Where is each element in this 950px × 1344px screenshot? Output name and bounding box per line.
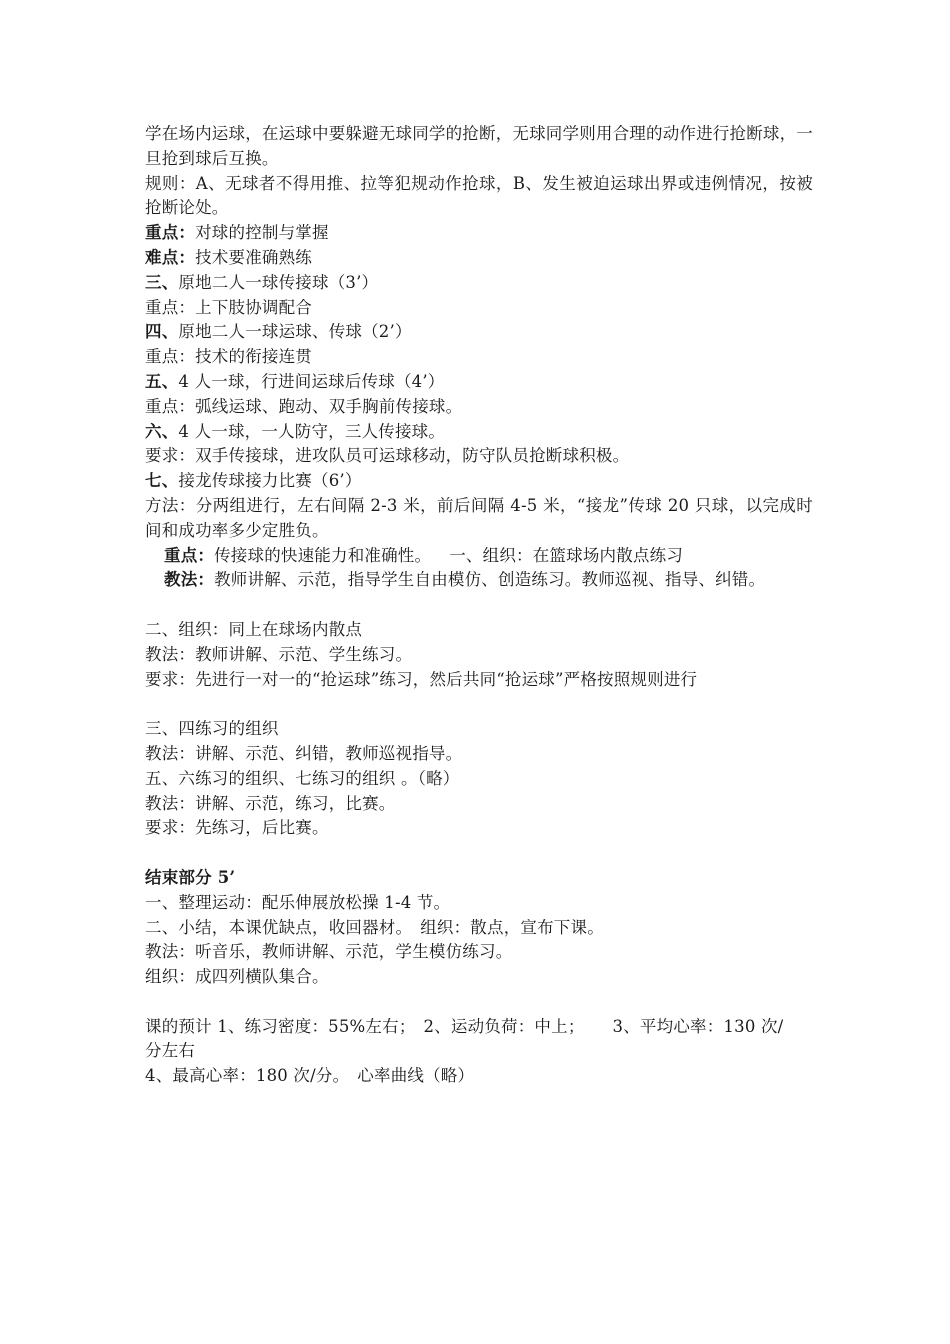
organization-1: 一、组织：在篮球场内散点练习 xyxy=(449,545,684,565)
ending-item-2-summary: 二、小结，本课优缺点，收回器材。 xyxy=(145,917,413,937)
section-4-number: 四、 xyxy=(145,322,179,342)
section-6-title: 4 人一球，一人防守，三人传接球。 xyxy=(178,421,446,441)
ending-item-2-organization: 组织：散点，宣布下课。 xyxy=(420,917,604,937)
teaching-method-text: 教师讲解、示范，指导学生自由模仿、创造练习。教师巡视、指导、纠错。 xyxy=(214,570,766,590)
section-5-number: 五、 xyxy=(145,371,179,391)
ending-organization: 组织：成四列横队集合。 xyxy=(145,967,329,987)
section-7-focus-text: 传接球的快速能力和准确性。 xyxy=(214,545,432,565)
teaching-method-label: 教法： xyxy=(164,570,215,590)
ending-item-2 xyxy=(145,916,813,941)
ending-teaching: 教法：听音乐，教师讲解、示范，学生模仿练习。 xyxy=(145,942,513,962)
organization-567-requirement: 要求：先练习，后比赛。 xyxy=(145,818,329,838)
organization-567-teaching: 教法：讲解、示范，练习，比赛。 xyxy=(145,793,396,813)
organization-2-teaching: 教法：教师讲解、示范、学生练习。 xyxy=(145,644,413,664)
teaching-method-line xyxy=(145,568,813,593)
section-7-focus-line xyxy=(145,544,813,569)
section-5-title: 4 人一球，行进间运球后传球（4’） xyxy=(178,371,445,391)
organization-2-requirement: 要求：先进行一对一的“抢运球”练习，然后共同“抢运球”严格按照规则进行 xyxy=(145,669,698,689)
spacer xyxy=(145,692,813,717)
section-4-focus: 重点：技术的衔接连贯 xyxy=(145,347,312,367)
section-6-heading xyxy=(145,420,813,445)
section-3-title: 原地二人一球传接球（3’） xyxy=(178,272,379,292)
organization-567-title: 五、六练习的组织、七练习的组织 。（略） xyxy=(145,768,460,788)
forecast-max-line xyxy=(145,1064,813,1089)
difficulty-label: 难点： xyxy=(145,247,196,267)
section-6-number: 六、 xyxy=(145,421,179,441)
ending-section-title: 结束部分 5’ xyxy=(145,867,236,887)
focus-label: 重点： xyxy=(145,223,196,243)
lesson-forecast-line xyxy=(145,1015,813,1040)
section-5-focus: 重点：弧线运球、跑动、双手胸前传接球。 xyxy=(145,396,463,416)
forecast-max-heart-rate: 4、最高心率：180 次/分。 xyxy=(145,1066,350,1086)
section-7-focus-label: 重点： xyxy=(164,545,215,565)
difficulty-line xyxy=(145,246,813,271)
focus-line xyxy=(145,221,813,246)
section-7-method: 方法：分两组进行，左右间隔 2-3 米，前后间隔 4-5 米，“接龙”传球 20 只球，以完成时间和成功率多少定胜负。 xyxy=(145,495,813,540)
heart-rate-curve: 心率曲线（略） xyxy=(357,1066,475,1086)
section-7-heading xyxy=(145,469,813,494)
ending-item-1: 一、整理运动：配乐伸展放松操 1-4 节。 xyxy=(145,892,451,912)
spacer xyxy=(145,990,813,1015)
forecast-load: 2、运动负荷：中上； xyxy=(423,1016,585,1036)
section-3-number: 三、 xyxy=(145,272,179,292)
difficulty-text: 技术要准确熟练 xyxy=(195,247,313,267)
section-3-heading xyxy=(145,271,813,296)
forecast-density: 课的预计 1、练习密度：55%左右； xyxy=(145,1016,416,1036)
forecast-avg-heart-rate: 3、平均心率：130 次/ xyxy=(612,1016,784,1036)
organization-34-teaching: 教法：讲解、示范、纠错，教师巡视指导。 xyxy=(145,743,463,763)
paragraph-practice-description: 学在场内运球，在运球中要躲避无球同学的抢断，无球同学则用合理的动作进行抢断球，一旦抢到球后互换。 xyxy=(145,124,813,168)
organization-34-title: 三、四练习的组织 xyxy=(145,719,279,739)
organization-2-title: 二、组织：同上在球场内散点 xyxy=(145,619,363,639)
section-7-number: 七、 xyxy=(145,471,179,491)
document-body xyxy=(145,122,813,1089)
section-5-heading xyxy=(145,370,813,395)
section-6-requirement: 要求：双手传接球，进攻队员可运球移动，防守队员抢断球积极。 xyxy=(145,446,630,466)
paragraph-rules: 规则：A、无球者不得用推、拉等犯规动作抢球，B、发生被迫运球出界或违例情况，按被抢断论处。 xyxy=(145,173,813,218)
section-7-title: 接龙传球接力比赛（6’） xyxy=(178,471,362,491)
section-4-heading xyxy=(145,320,813,345)
spacer xyxy=(145,593,813,618)
section-3-focus: 重点：上下肢协调配合 xyxy=(145,297,312,317)
forecast-avg-heart-rate-cont: 分左右 xyxy=(145,1041,196,1061)
focus-text: 对球的控制与掌握 xyxy=(195,223,329,243)
section-4-title: 原地二人一球运球、传球（2’） xyxy=(178,322,412,342)
spacer xyxy=(145,841,813,866)
